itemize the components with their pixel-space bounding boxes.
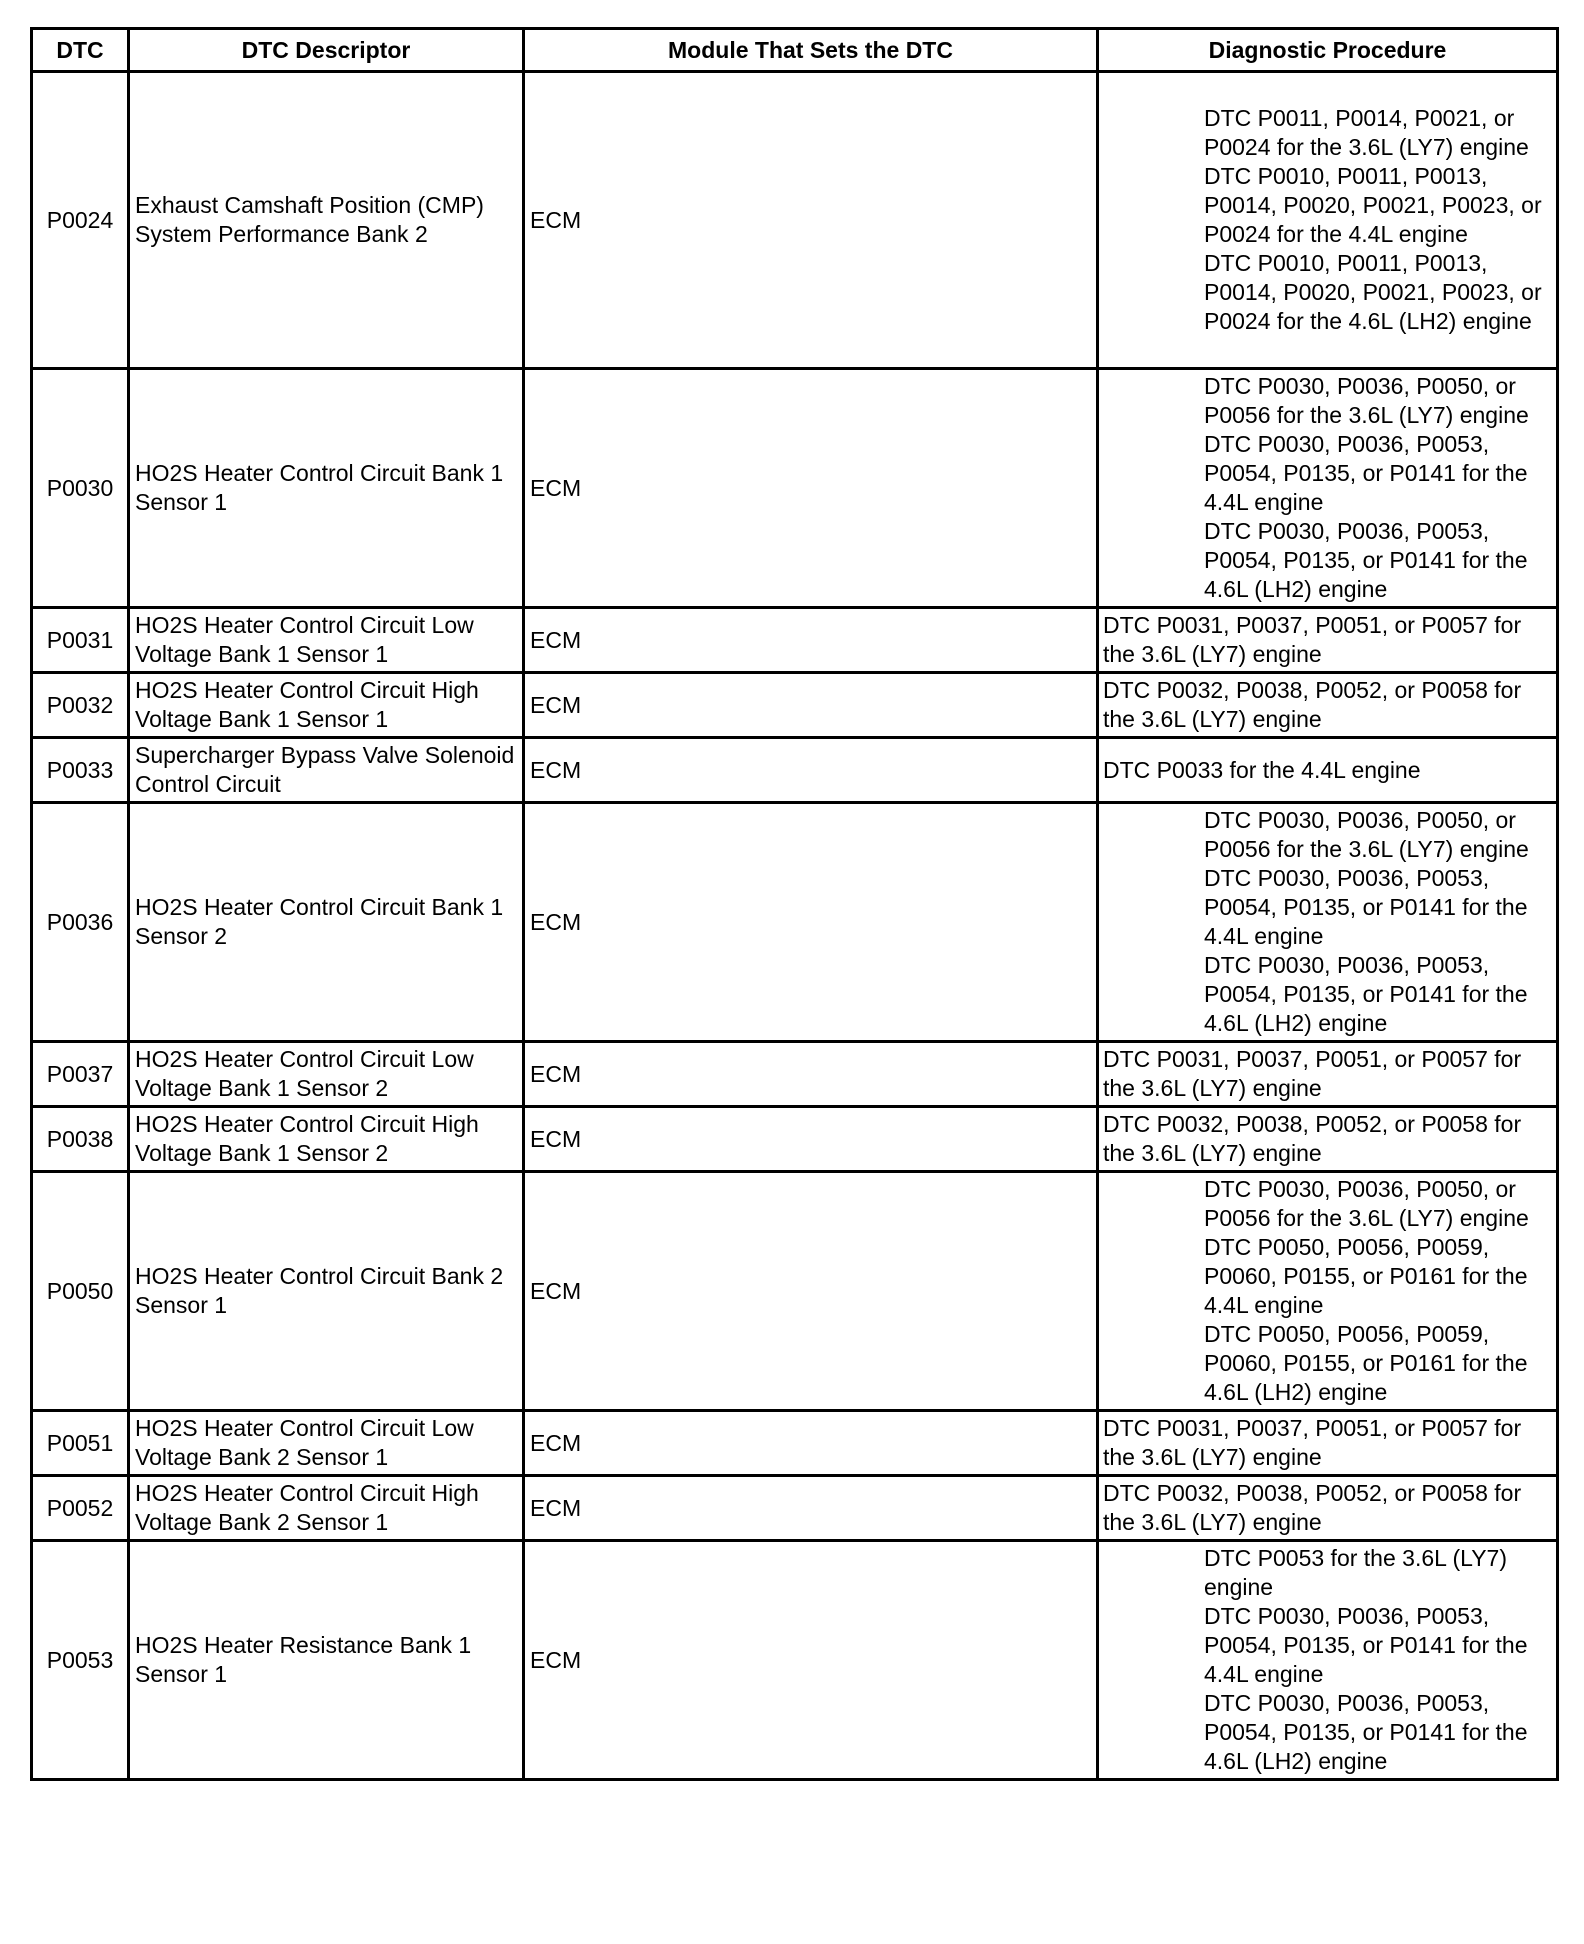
header-dtc: DTC: [32, 29, 129, 72]
dtc-code-cell: P0033: [32, 738, 129, 803]
dtc-code-cell: P0036: [32, 803, 129, 1042]
diagnostic-procedure-link[interactable]: DTC P0031, P0037, P0051, or P0057 for the 3.6L (LY7) engine: [1103, 1046, 1522, 1101]
diagnostic-procedure-cell: [1098, 1172, 1558, 1411]
diagnostic-procedure-cell: [1098, 608, 1558, 673]
dtc-code-cell: P0051: [32, 1411, 129, 1476]
dtc-descriptor-cell: HO2S Heater Control Circuit Bank 2 Sensor 1: [129, 1172, 524, 1411]
diagnostic-procedure-link[interactable]: DTC P0010, P0011, P0013, P0014, P0020, P0021, P0023, or P0024 for the 4.6L (LH2) engine: [1204, 250, 1542, 334]
dtc-descriptor-cell: Supercharger Bypass Valve Solenoid Control Circuit: [129, 738, 524, 803]
diagnostic-procedure-link[interactable]: DTC P0032, P0038, P0052, or P0058 for the 3.6L (LY7) engine: [1103, 1111, 1522, 1166]
diagnostic-procedure-link[interactable]: DTC P0050, P0056, P0059, P0060, P0155, or P0161 for the 4.4L engine: [1204, 1234, 1528, 1318]
diagnostic-procedure-cell: [1098, 1541, 1558, 1780]
diagnostic-procedure-link[interactable]: DTC P0030, P0036, P0053, P0054, P0135, or P0141 for the 4.6L (LH2) engine: [1204, 518, 1528, 602]
table-row: [32, 608, 1558, 673]
table-row: [32, 803, 1558, 1042]
module-cell: ECM: [524, 1042, 1098, 1107]
dtc-code-cell: P0038: [32, 1107, 129, 1172]
diagnostic-procedure-link[interactable]: DTC P0030, P0036, P0053, P0054, P0135, or P0141 for the 4.6L (LH2) engine: [1204, 1690, 1528, 1774]
dtc-code-cell: P0052: [32, 1476, 129, 1541]
diagnostic-procedure-cell: [1098, 738, 1558, 803]
diagnostic-procedure-link[interactable]: DTC P0030, P0036, P0053, P0054, P0135, or P0141 for the 4.6L (LH2) engine: [1204, 952, 1528, 1036]
diagnostic-procedure-cell: [1098, 1107, 1558, 1172]
module-cell: ECM: [524, 1411, 1098, 1476]
dtc-descriptor-cell: HO2S Heater Control Circuit High Voltage Bank 1 Sensor 2: [129, 1107, 524, 1172]
dtc-descriptor-cell: HO2S Heater Resistance Bank 1 Sensor 1: [129, 1541, 524, 1780]
module-cell: ECM: [524, 608, 1098, 673]
diagnostic-procedure-link[interactable]: DTC P0030, P0036, P0050, or P0056 for the 3.6L (LY7) engine: [1204, 1176, 1529, 1231]
diagnostic-procedure-link[interactable]: DTC P0030, P0036, P0053, P0054, P0135, or P0141 for the 4.4L engine: [1204, 865, 1528, 949]
diagnostic-procedure-link[interactable]: DTC P0033 for the 4.4L engine: [1103, 756, 1421, 783]
module-cell: ECM: [524, 72, 1098, 369]
header-dtc-descriptor: DTC Descriptor: [129, 29, 524, 72]
diagnostic-procedure-cell: [1098, 803, 1558, 1042]
dtc-code-cell: P0050: [32, 1172, 129, 1411]
diagnostic-procedure-link[interactable]: DTC P0050, P0056, P0059, P0060, P0155, or P0161 for the 4.6L (LH2) engine: [1204, 1321, 1528, 1405]
table-row: [32, 738, 1558, 803]
diagnostic-procedure-link[interactable]: DTC P0030, P0036, P0053, P0054, P0135, or P0141 for the 4.4L engine: [1204, 1603, 1528, 1687]
dtc-descriptor-cell: HO2S Heater Control Circuit Low Voltage Bank 2 Sensor 1: [129, 1411, 524, 1476]
table-row: [32, 369, 1558, 608]
dtc-code-cell: P0032: [32, 673, 129, 738]
diagnostic-procedure-link[interactable]: DTC P0053 for the 3.6L (LY7) engine: [1204, 1545, 1507, 1600]
module-cell: ECM: [524, 803, 1098, 1042]
dtc-code-cell: P0031: [32, 608, 129, 673]
diagnostic-procedure-link[interactable]: DTC P0030, P0036, P0050, or P0056 for the 3.6L (LY7) engine: [1204, 373, 1529, 428]
table-row: [32, 72, 1558, 369]
table-header-row: [32, 29, 1558, 72]
diagnostic-procedure-link[interactable]: DTC P0031, P0037, P0051, or P0057 for the 3.6L (LY7) engine: [1103, 1415, 1522, 1470]
dtc-descriptor-cell: HO2S Heater Control Circuit Bank 1 Sensor 1: [129, 369, 524, 608]
dtc-code-cell: P0037: [32, 1042, 129, 1107]
dtc-table: [30, 27, 1559, 1781]
module-cell: ECM: [524, 1541, 1098, 1780]
diagnostic-procedure-link[interactable]: DTC P0032, P0038, P0052, or P0058 for the 3.6L (LY7) engine: [1103, 677, 1522, 732]
diagnostic-procedure-link[interactable]: DTC P0010, P0011, P0013, P0014, P0020, P0021, P0023, or P0024 for the 4.4L engine: [1204, 163, 1542, 247]
table-row: [32, 1107, 1558, 1172]
dtc-code-cell: P0053: [32, 1541, 129, 1780]
diagnostic-procedure-cell: [1098, 1476, 1558, 1541]
dtc-code-cell: P0024: [32, 72, 129, 369]
module-cell: ECM: [524, 738, 1098, 803]
diagnostic-procedure-link[interactable]: DTC P0030, P0036, P0050, or P0056 for the 3.6L (LY7) engine: [1204, 807, 1529, 862]
diagnostic-procedure-cell: [1098, 72, 1558, 369]
dtc-code-cell: P0030: [32, 369, 129, 608]
table-row: [32, 673, 1558, 738]
table-body: [32, 72, 1558, 1780]
module-cell: ECM: [524, 1476, 1098, 1541]
module-cell: ECM: [524, 673, 1098, 738]
diagnostic-procedure-link[interactable]: DTC P0030, P0036, P0053, P0054, P0135, or P0141 for the 4.4L engine: [1204, 431, 1528, 515]
table-row: [32, 1476, 1558, 1541]
dtc-descriptor-cell: HO2S Heater Control Circuit Bank 1 Sensor 2: [129, 803, 524, 1042]
table-row: [32, 1541, 1558, 1780]
diagnostic-procedure-cell: [1098, 369, 1558, 608]
dtc-descriptor-cell: HO2S Heater Control Circuit High Voltage Bank 1 Sensor 1: [129, 673, 524, 738]
table-row: [32, 1172, 1558, 1411]
dtc-descriptor-cell: HO2S Heater Control Circuit Low Voltage Bank 1 Sensor 2: [129, 1042, 524, 1107]
header-module: Module That Sets the DTC: [524, 29, 1098, 72]
dtc-descriptor-cell: HO2S Heater Control Circuit Low Voltage Bank 1 Sensor 1: [129, 608, 524, 673]
diagnostic-procedure-link[interactable]: DTC P0032, P0038, P0052, or P0058 for the 3.6L (LY7) engine: [1103, 1480, 1522, 1535]
diagnostic-procedure-link[interactable]: DTC P0011, P0014, P0021, or P0024 for the 3.6L (LY7) engine: [1204, 105, 1529, 160]
module-cell: ECM: [524, 369, 1098, 608]
module-cell: ECM: [524, 1107, 1098, 1172]
table-row: [32, 1411, 1558, 1476]
dtc-descriptor-cell: Exhaust Camshaft Position (CMP) System Performance Bank 2: [129, 72, 524, 369]
document-page: [30, 27, 1556, 1781]
diagnostic-procedure-cell: [1098, 1411, 1558, 1476]
diagnostic-procedure-cell: [1098, 673, 1558, 738]
dtc-descriptor-cell: HO2S Heater Control Circuit High Voltage Bank 2 Sensor 1: [129, 1476, 524, 1541]
diagnostic-procedure-cell: [1098, 1042, 1558, 1107]
diagnostic-procedure-link[interactable]: DTC P0031, P0037, P0051, or P0057 for the 3.6L (LY7) engine: [1103, 612, 1522, 667]
module-cell: ECM: [524, 1172, 1098, 1411]
header-diagnostic-procedure: Diagnostic Procedure: [1098, 29, 1558, 72]
table-row: [32, 1042, 1558, 1107]
